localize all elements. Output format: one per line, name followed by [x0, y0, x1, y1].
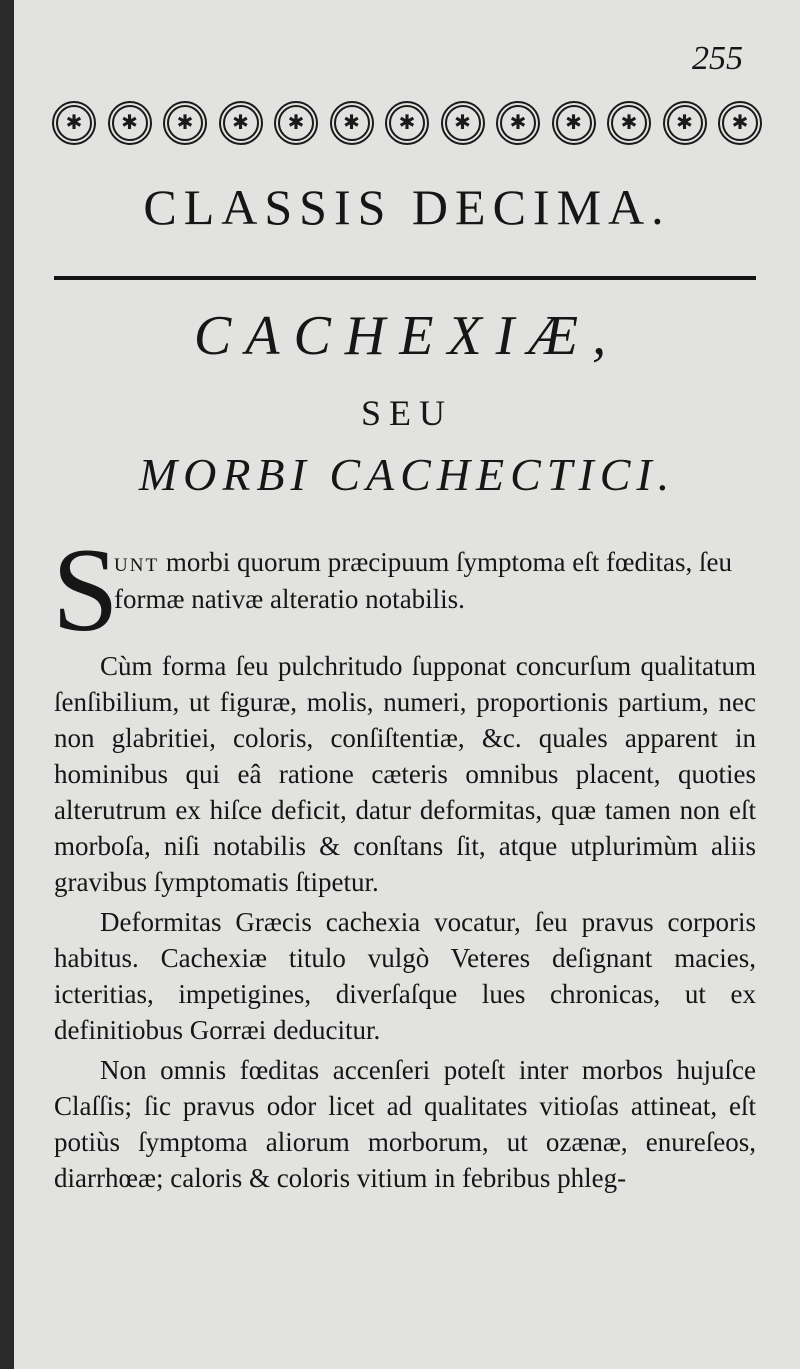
- rosette-ornament-icon: ✱: [52, 101, 96, 145]
- page-number: 255: [692, 40, 743, 77]
- section-title: CACHEXIÆ,: [193, 305, 621, 367]
- first-paragraph: [114, 544, 756, 618]
- rosette-ornament-icon: ✱: [219, 101, 263, 145]
- rosette-ornament-icon: ✱: [163, 101, 207, 145]
- class-heading: CLASSIS DECIMA.: [143, 179, 671, 235]
- book-page: [14, 0, 800, 1369]
- ornament-band: [52, 98, 762, 148]
- first-paragraph-text: morbi quorum præcipuum ſymptoma eſt fœditas, ſeu formæ nativæ alteratio notabilis.: [114, 547, 732, 614]
- drop-cap: S: [52, 523, 119, 656]
- paragraph: Non omnis fœditas accenſeri poteſt inter morbos hujuſce Claſſis; ſic pravus odor licet ad qualitates vitioſas attineat, eſt potiùs ſymptoma aliorum morborum, ut ozænæ, enureſeos, diarrhœæ; caloris & coloris vitium in febribus phleg-: [54, 1055, 756, 1193]
- rosette-ornament-icon: ✱: [441, 101, 485, 145]
- rosette-ornament-icon: ✱: [330, 101, 374, 145]
- rosette-ornament-icon: ✱: [607, 101, 651, 145]
- section-title-conjunction: SEU: [360, 393, 453, 433]
- rosette-ornament-icon: ✱: [552, 101, 596, 145]
- rosette-ornament-icon: ✱: [385, 101, 429, 145]
- paragraph: Cùm forma ſeu pulchritudo ſupponat concurſum qualitatum ſenſibilium, ut figuræ, molis, numeri, proportionis partium, nec non glabritiei, coloris, conſiſtentiæ, &c. quales apparent in hominibus qui eâ ratione cæteris omnibus placent, quoties alterutrum ex hiſce deficit, datur deformitas, quæ tamen non eſt morboſa, niſi notabilis & conſtans ſit, atque utplurimùm aliis gravibus ſymptomatis ſtipetur.: [54, 651, 756, 897]
- rosette-ornament-icon: ✱: [496, 101, 540, 145]
- rosette-ornament-icon: ✱: [108, 101, 152, 145]
- rosette-ornament-icon: ✱: [718, 101, 762, 145]
- rosette-ornament-icon: ✱: [663, 101, 707, 145]
- section-subtitle: MORBI CACHECTICI.: [138, 449, 676, 500]
- rosette-ornament-icon: ✱: [274, 101, 318, 145]
- heading-rule: [54, 276, 756, 280]
- body-text: [54, 648, 756, 1200]
- paragraph: Deformitas Græcis cachexia vocatur, ſeu pravus corporis habitus. Cachexiæ titulo vulgò Veteres deſignant macies, icteritias, impetigines, diverſaſque lues chronicas, ut ex definitiobus Gorræi deducitur.: [54, 907, 756, 1045]
- first-paragraph-lead: unt: [114, 547, 160, 577]
